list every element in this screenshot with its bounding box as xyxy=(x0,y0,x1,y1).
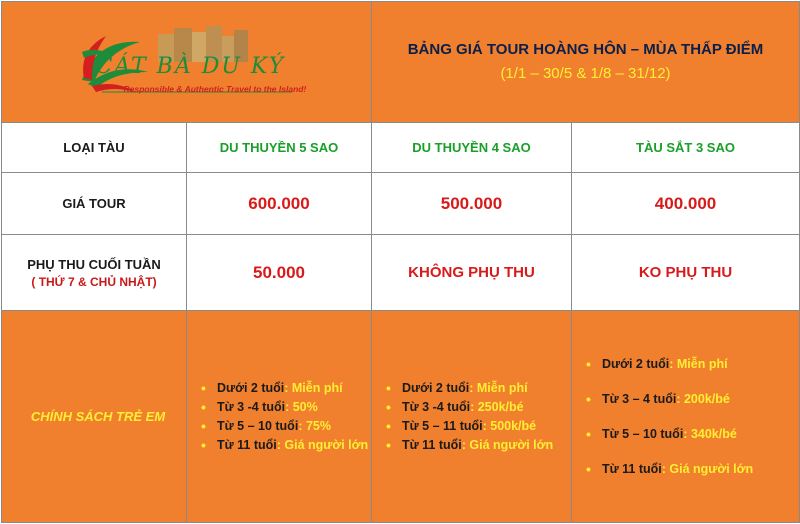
policy-separator: : xyxy=(669,356,677,371)
child-policy-list xyxy=(572,355,799,479)
policy-separator: : xyxy=(661,461,670,476)
policy-separator: : xyxy=(284,380,292,395)
bullet-dot-icon: • xyxy=(386,379,391,396)
policy-value: 75% xyxy=(305,418,331,433)
policy-age: Từ 3 -4 tuổi xyxy=(402,399,471,414)
policy-value: 250k/bé xyxy=(477,399,524,414)
policy-value: Giá người lớn xyxy=(469,437,554,452)
child-policy-5-star xyxy=(187,311,372,523)
logo-brand-text: CÁT BÀ DU KÝ xyxy=(95,54,286,79)
policy-age: Từ 5 – 10 tuổi xyxy=(217,418,299,433)
surcharge-4-star: KHÔNG PHỤ THU xyxy=(372,235,572,311)
weekend-surcharge-sublabel: ( THỨ 7 & CHỦ NHẬT) xyxy=(31,274,157,289)
policy-separator: : xyxy=(482,418,491,433)
bullet-dot-icon: • xyxy=(201,398,206,415)
boat-type-3-star: TÀU SẮT 3 SAO xyxy=(572,123,800,173)
list-item xyxy=(586,390,799,409)
list-item xyxy=(586,460,799,479)
list-item xyxy=(201,417,371,436)
weekend-surcharge-label: PHỤ THU CUỐI TUẦN xyxy=(27,256,161,272)
list-item xyxy=(201,379,371,398)
list-item xyxy=(386,379,571,398)
list-item xyxy=(201,436,371,455)
list-item xyxy=(201,398,371,417)
list-item xyxy=(386,417,571,436)
policy-separator: : xyxy=(676,391,684,406)
list-item xyxy=(586,425,799,444)
surcharge-3-star: KO PHỤ THU xyxy=(572,235,800,311)
list-item xyxy=(386,436,571,455)
child-policy-list xyxy=(187,379,371,455)
table-row xyxy=(2,235,800,311)
policy-separator: : xyxy=(461,437,470,452)
bullet-dot-icon: • xyxy=(201,417,206,434)
policy-value: 340k/bé xyxy=(690,426,737,441)
policy-separator: : xyxy=(469,380,477,395)
policy-value: Miễn phí xyxy=(291,380,343,395)
row-label-boat-type: LOẠI TÀU xyxy=(2,123,187,173)
policy-age: Dưới 2 tuổi xyxy=(602,356,670,371)
boat-type-5-star: DU THUYỀN 5 SAO xyxy=(187,123,372,173)
price-table xyxy=(1,1,800,523)
policy-age: Dưới 2 tuổi xyxy=(217,380,285,395)
list-item xyxy=(586,355,799,374)
bullet-dot-icon: • xyxy=(586,355,591,372)
row-label-weekend-surcharge xyxy=(2,235,187,311)
policy-age: Từ 11 tuổi xyxy=(602,461,662,476)
season-dates: (1/1 – 30/5 & 1/8 – 31/12) xyxy=(500,65,671,82)
row-label-tour-price: GIÁ TOUR xyxy=(2,173,187,235)
bullet-dot-icon: • xyxy=(586,460,591,477)
bullet-dot-icon: • xyxy=(386,417,391,434)
price-3-star: 400.000 xyxy=(572,173,800,235)
bullet-dot-icon: • xyxy=(201,379,206,396)
policy-age: Từ 5 – 10 tuổi xyxy=(602,426,684,441)
surcharge-5-star: 50.000 xyxy=(187,235,372,311)
bullet-dot-icon: • xyxy=(386,398,391,415)
table-row xyxy=(2,311,800,523)
price-4-star: 500.000 xyxy=(372,173,572,235)
policy-value: Giá người lớn xyxy=(669,461,754,476)
policy-age: Từ 11 tuổi xyxy=(402,437,462,452)
policy-value: 50% xyxy=(292,399,318,414)
policy-age: Từ 3 – 4 tuổi xyxy=(602,391,677,406)
policy-value: 500k/bé xyxy=(490,418,537,433)
list-item xyxy=(386,398,571,417)
row-label-child-policy: CHÍNH SÁCH TRẺ EM xyxy=(2,311,187,523)
policy-age: Từ 11 tuổi xyxy=(217,437,277,452)
table-row xyxy=(2,123,800,173)
policy-value: Giá người lớn xyxy=(284,437,369,452)
bullet-dot-icon: • xyxy=(201,436,206,453)
logo-slogan: Responsible & Authentic Travel to the Island! xyxy=(123,84,307,94)
logo-cell xyxy=(2,2,372,123)
policy-value: 200k/bé xyxy=(683,391,730,406)
page-title: BẢNG GIÁ TOUR HOÀNG HÔN – MÙA THẤP ĐIỂM xyxy=(407,41,764,58)
bullet-dot-icon: • xyxy=(586,425,591,442)
child-policy-list xyxy=(372,379,571,455)
header-cell xyxy=(372,2,800,123)
bullet-dot-icon: • xyxy=(386,436,391,453)
price-5-star: 600.000 xyxy=(187,173,372,235)
policy-age: Dưới 2 tuổi xyxy=(402,380,470,395)
policy-age: Từ 5 – 11 tuổi xyxy=(402,418,483,433)
policy-separator: : xyxy=(470,399,478,414)
policy-separator: : xyxy=(683,426,691,441)
policy-age: Từ 3 -4 tuổi xyxy=(217,399,286,414)
policy-separator: : xyxy=(285,399,293,414)
policy-value: Miễn phí xyxy=(676,356,728,371)
bullet-dot-icon: • xyxy=(586,390,591,407)
boat-type-4-star: DU THUYỀN 4 SAO xyxy=(372,123,572,173)
logo xyxy=(62,22,312,102)
policy-value: Miễn phí xyxy=(476,380,528,395)
policy-separator: : xyxy=(298,418,306,433)
policy-separator: : xyxy=(276,437,285,452)
table-row xyxy=(2,173,800,235)
child-policy-4-star xyxy=(372,311,572,523)
child-policy-3-star xyxy=(572,311,800,523)
